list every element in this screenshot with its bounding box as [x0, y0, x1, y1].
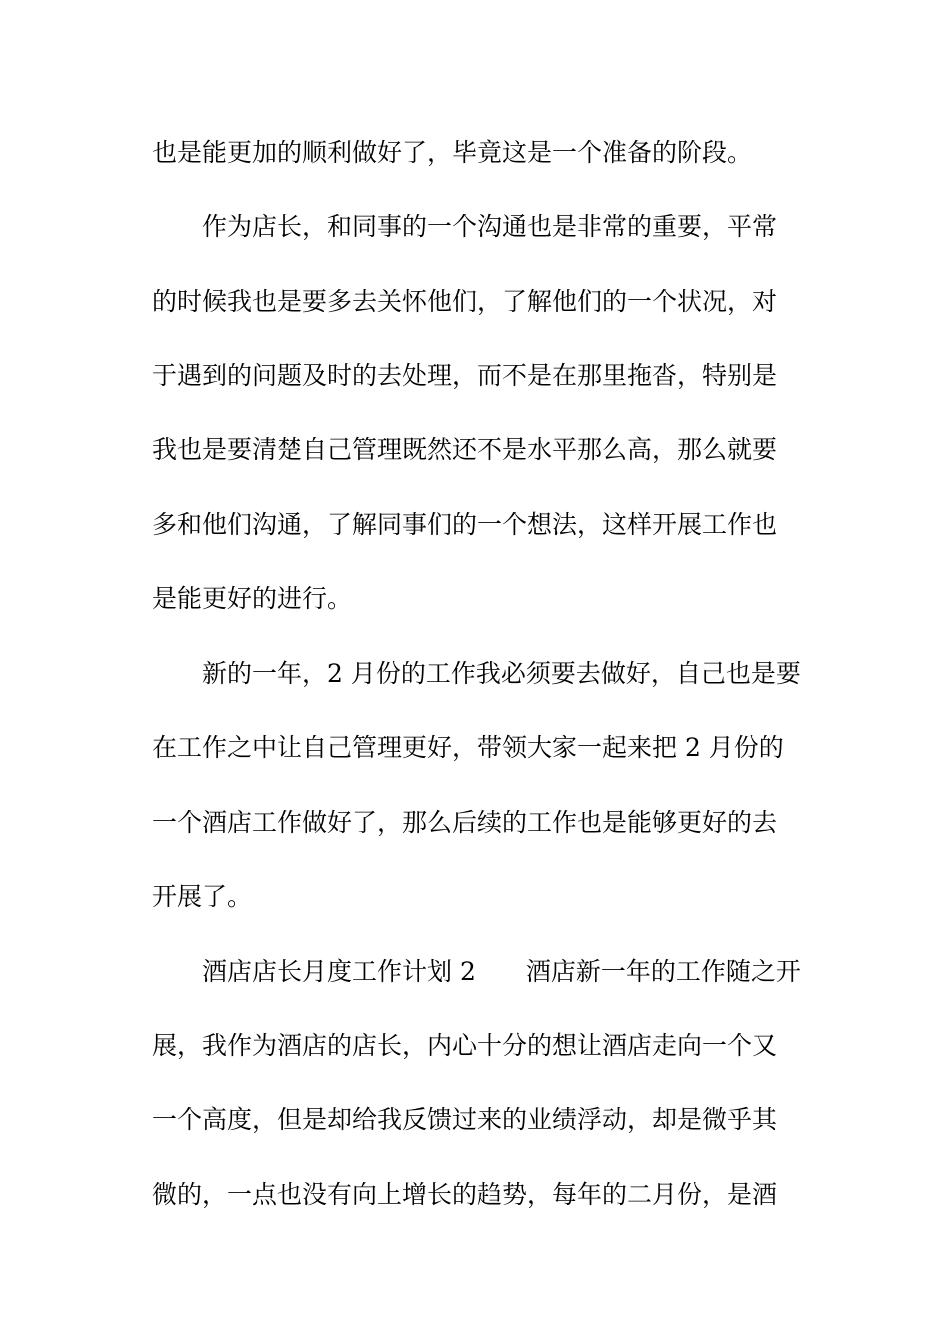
text-line: 一个酒店工作做好了，那么后续的工作也是能够更好的去 [152, 808, 778, 837]
text-line: 微的，一点也没有向上增长的趋势，每年的二月份，是酒 [152, 1180, 778, 1209]
text-line: 也是能更加的顺利做好了，毕竟这是一个准备的阶段。 [152, 138, 753, 167]
paragraph-start-line: 酒店店长月度工作计划 2 酒店新一年的工作随之开 [202, 957, 801, 986]
text-line: 于遇到的问题及时的去处理，而不是在那里拖沓，特别是 [152, 361, 778, 390]
text-line: 的时候我也是要多去关怀他们，了解他们的一个状况，对 [152, 287, 778, 316]
text-line: 多和他们沟通，了解同事们的一个想法，这样开展工作也 [152, 510, 778, 539]
paragraph-start-line: 新的一年，2 月份的工作我必须要去做好，自己也是要 [202, 659, 801, 688]
text-line: 是能更好的进行。 [152, 584, 353, 613]
text-line: 在工作之中让自己管理更好，带领大家一起来把 2 月份的 [152, 733, 784, 762]
text-line: 我也是要清楚自己管理既然还不是水平那么高，那么就要 [152, 435, 778, 464]
text-line: 一个高度，但是却给我反馈过来的业绩浮动，却是微乎其 [152, 1105, 778, 1134]
text-line: 展，我作为酒店的店长，内心十分的想让酒店走向一个又 [152, 1031, 778, 1060]
text-line: 开展了。 [152, 882, 253, 911]
paragraph-start-line: 作为店长，和同事的一个沟通也是非常的重要，平常 [202, 212, 778, 241]
